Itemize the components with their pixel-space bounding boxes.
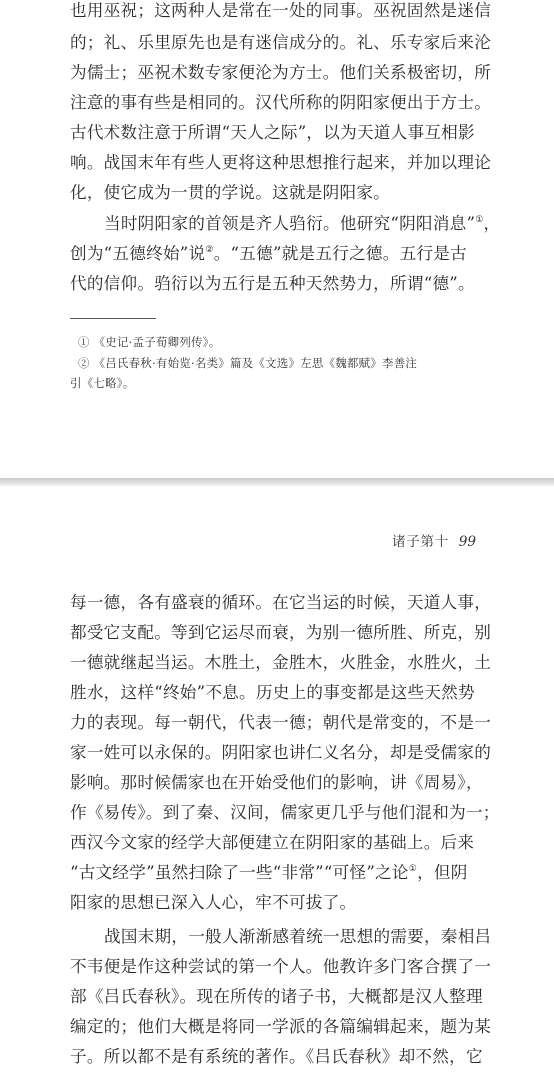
- text-line: 响。战国末年有些人更将这种思想推行起来，并加以理论: [70, 153, 492, 172]
- text-line: 家一姓可以永保的。阴阳家也讲仁义名分，却是受儒家的: [70, 743, 492, 762]
- text-line: [70, 862, 500, 884]
- text-line: 化，使它成为一贯的学说。这就是阴阳家。: [70, 183, 391, 202]
- text-span: 当时阴阳家的首领是齐人驺衍。他研究“阴阳消息”: [104, 214, 476, 233]
- paragraph-line: 战国末期，一般人渐渐感着统一思想的需要，秦相吕: [104, 927, 492, 946]
- page-number: 99: [458, 534, 477, 550]
- text-line: 注意的事有些是相同的。汉代所称的阴阳家便出于方士。: [70, 93, 492, 112]
- text-line: 每一德，各有盛衰的循环。在它当运的时候，天道人事，: [70, 593, 492, 612]
- text-line: 一德就继起当运。木胜土，金胜木，火胜金，水胜火，土: [70, 653, 492, 672]
- book-page-top: [0, 0, 554, 478]
- text-line: 作《易传》。到了秦、汉间，儒家更几乎与他们混和为一；: [70, 803, 500, 822]
- text-span: 创为“五德终始”说: [70, 244, 206, 263]
- text-line: 子。所以都不是有系统的著作。《吕氏春秋》却不然，它: [70, 1047, 483, 1066]
- footnote: ② 《吕氏春秋·有始览·名类》篇及《文选》左思《魏都赋》李善注: [78, 356, 418, 370]
- book-page-bottom: [0, 486, 554, 1080]
- text-line: 古代术数注意于所谓“天人之际”，以为天道人事互相影: [70, 123, 475, 142]
- chapter-title: 诸子第十: [392, 534, 449, 550]
- footnote-mark: ①: [475, 215, 484, 225]
- text-line: 阳家的思想已深入人心，牢不可拔了。: [70, 893, 357, 912]
- footnote: ① 《史记·孟子荀卿列传》。: [78, 335, 221, 349]
- text-span: “古文经学”虽然扫除了一些“非常”“可怪”之论: [70, 863, 409, 882]
- text-line: 编定的；他们大概是将同一学派的各篇编辑起来，题为某: [70, 1017, 492, 1036]
- text-span: 。“五德”就是五行之德。五行是古: [213, 244, 467, 263]
- text-line: [70, 243, 500, 265]
- running-header: [392, 530, 476, 550]
- footnote-mark: ②: [205, 245, 214, 255]
- text-span: ，但阴: [417, 863, 468, 882]
- text-line: 的；礼、乐里原先也是有迷信成分的。礼、乐专家后来沦: [70, 33, 492, 52]
- text-line: 部《吕氏春秋》。现在所传的诸子书，大概都是汉人整理: [70, 987, 483, 1006]
- text-line: 也用巫祝；这两种人是常在一处的同事。巫祝固然是迷信: [70, 1, 492, 20]
- paragraph-line: 当时阴阳家的首领是齐人驺衍。他研究“阴阳消息”①，: [104, 214, 501, 233]
- footnote-continuation: 引《七略》。: [70, 376, 135, 390]
- text-line: 为儒士；巫祝术数专家便沦为方士。他们关系极密切，所: [70, 63, 492, 82]
- text-line: 不韦便是作这种尝试的第一个人。他教许多门客合撰了一: [70, 957, 492, 976]
- text-line: 力的表现。每一朝代，代表一德；朝代是常变的，不是一: [70, 713, 492, 732]
- footnote-mark: ①: [408, 864, 418, 874]
- page-separator: [0, 478, 554, 486]
- text-line: 胜水，这样“终始”不息。历史上的事变都是这些天然势: [70, 683, 475, 702]
- text-line: 西汉今文家的经学大部便建立在阴阳家的基础上。后来: [70, 833, 475, 852]
- text-line: 影响。那时候儒家也在开始受他们的影响，讲《周易》，: [70, 773, 483, 792]
- text-line: 都受它支配。等到它运尽而衰，为别一德所胜、所克，别: [70, 623, 492, 642]
- text-line: 代的信仰。驺衍以为五行是五种天然势力，所谓“德”。: [70, 274, 475, 293]
- footnote-rule: [70, 318, 156, 319]
